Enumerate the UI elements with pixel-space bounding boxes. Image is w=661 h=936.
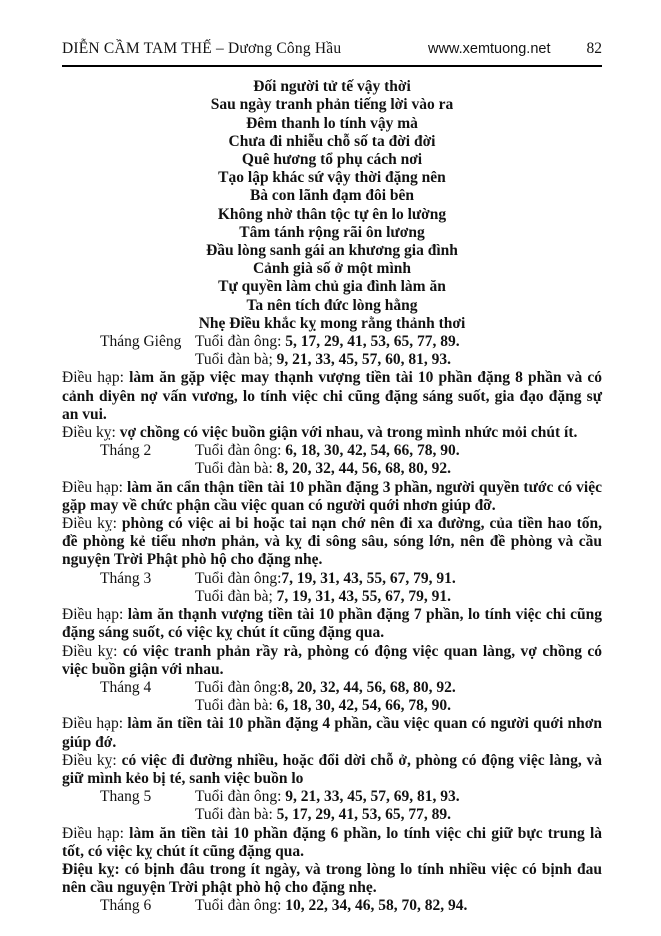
hap-text: làm ăn cẩn thận tiền tài 10 phần đặng 3 phần, người quyền tước có việc gặp may về chức phận cầu việc quan có người quới nhơn giúp đỡ. <box>62 478 602 514</box>
month-name: Tháng 3 <box>100 569 152 587</box>
months <box>62 333 602 916</box>
men-ages-label: Tuổi đàn ông: <box>195 788 282 806</box>
ky-paragraph <box>62 643 602 679</box>
hap-paragraph <box>62 606 602 642</box>
men-ages: 8, 20, 32, 44, 56, 68, 80, 92. <box>281 678 456 696</box>
poem-line: Bà con lãnh đạm đôi bên <box>249 187 415 205</box>
ky-label: Điều kỵ: <box>62 424 116 442</box>
women-ages-line <box>62 351 602 369</box>
month-header-line <box>62 788 602 806</box>
men-ages: 7, 19, 31, 43, 55, 67, 79, 91. <box>281 569 456 587</box>
month-header-line <box>62 897 602 915</box>
ky-text: có việc đi đường nhiều, hoặc đổi dời chỗ ở, phòng có động việc làng, và giữ mình kẻo bị té, sanh việc buồn lo <box>62 751 603 787</box>
poem-line: Sau ngày tranh phản tiếng lời vào ra <box>210 96 454 114</box>
men-ages: 5, 17, 29, 41, 53, 65, 77, 89. <box>281 333 460 351</box>
women-ages: 8, 20, 32, 44, 56, 68, 80, 92. <box>272 460 452 478</box>
ky-paragraph <box>62 424 602 442</box>
poem <box>62 78 602 333</box>
poem-line: Cảnh già số ở một mình <box>252 260 411 278</box>
header-rule <box>62 65 602 67</box>
hap-label: Điều hạp: <box>62 369 124 387</box>
ky-text: vợ chồng có việc buồn giận với nhau, và trong mình nhức mỏi chút ít. <box>119 424 578 442</box>
men-ages-label: Tuổi đàn ông: <box>195 678 282 696</box>
women-ages: 9, 21, 33, 45, 57, 60, 81, 93. <box>272 351 452 369</box>
poem-line: Tự quyền làm chủ gia đình làm ăn <box>218 278 446 296</box>
poem-line: Quê hương tổ phụ cách nơi <box>241 151 423 169</box>
month-block <box>62 679 602 788</box>
month-name: Tháng Giêng <box>100 333 182 351</box>
hap-paragraph <box>62 369 602 424</box>
ky-text: có việc tranh phản rầy rà, phòng có động việc quan làng, vợ chồng có việc buồn giận với nhau. <box>62 642 603 678</box>
hap-paragraph <box>62 479 602 515</box>
men-ages: 10, 22, 34, 46, 58, 70, 82, 94. <box>281 897 468 915</box>
women-ages: 7, 19, 31, 43, 55, 67, 79, 91. <box>272 587 452 605</box>
book-title: DIỄN CẦM TAM THẾ – Dương Công Hầu <box>62 40 342 57</box>
ky-text: phòng có việc ai bi hoặc tai nạn chớ nên đi xa đường, của tiền hao tốn, đề phòng kẻ tiểu nhơn phản, và kỵ đi sông sâu, sóng lớn, nên đề phòng và cầu nguyện Trời Phật phò hộ cho đặng nhẹ. <box>62 515 603 569</box>
women-ages: 6, 18, 30, 42, 54, 66, 78, 90. <box>272 697 452 715</box>
ky-paragraph <box>62 515 602 570</box>
month-name: Thang 5 <box>100 788 152 806</box>
poem-line: Đêm thanh lo tính vậy mà <box>246 114 418 132</box>
hap-label: Điều hạp: <box>62 824 124 842</box>
page-number: 82 <box>586 40 602 57</box>
women-ages-label: Tuổi đàn bà: <box>195 806 273 824</box>
ky-label: Điều kỵ: <box>62 751 117 769</box>
month-header-line <box>62 570 602 588</box>
women-ages-line <box>62 806 602 824</box>
hap-paragraph <box>62 715 602 751</box>
hap-label: Điều hạp: <box>62 478 123 496</box>
month-header-line <box>62 333 602 351</box>
page-header <box>62 40 602 58</box>
men-ages: 9, 21, 33, 45, 57, 69, 81, 93. <box>281 788 460 806</box>
poem-line: Tâm tánh rộng rãi ôn lương <box>239 223 425 241</box>
month-block <box>62 570 602 679</box>
poem-line: Đầu lòng sanh gái an khương gia đình <box>206 242 458 260</box>
hap-label: Điều hạp: <box>62 606 124 624</box>
ky-label: Điều kỵ: <box>62 515 117 533</box>
women-ages-line <box>62 697 602 715</box>
ky-label: Điệu kỵ: <box>62 860 120 878</box>
poem-line: Không nhờ thân tộc tự ên lo lường <box>217 205 447 223</box>
ky-text: có bịnh đâu trong ít ngày, và trong lòng lo tính nhiều việc có bịnh đau nên cầu nguyện Trời phật phò hộ cho đặng nhẹ. <box>62 860 602 897</box>
month-name: Tháng 4 <box>100 678 152 696</box>
month-header-line <box>62 442 602 460</box>
hap-text: làm ăn tiền tài 10 phần đặng 6 phần, lo tính việc chi giữ bực trung là tốt, có việc kỵ chút ít cũng đặng qua. <box>62 824 603 860</box>
poem-line: Chưa đi nhiễu chỗ số ta đời đời <box>228 132 436 150</box>
month-name: Tháng 6 <box>100 897 152 915</box>
men-ages-label: Tuổi đàn ông: <box>195 569 282 587</box>
month-block <box>62 897 602 915</box>
hap-text: làm ăn gặp việc may thạnh vượng tiền tài 10 phần đặng 8 phần và có cảnh diyên nợ vấn vương, lo tính việc chi cũng đặng sáng suốt, gia đạo đặng sự an vui. <box>62 369 603 423</box>
hap-text: làm ăn tiền tài 10 phần đặng 4 phần, cầu việc quan có người quới nhơn giúp đớ. <box>62 715 602 751</box>
women-ages: 5, 17, 29, 41, 53, 65, 77, 89. <box>272 806 452 824</box>
ky-paragraph <box>62 752 602 788</box>
month-header-line <box>62 679 602 697</box>
hap-paragraph <box>62 825 602 861</box>
poem-line: Đối người tử tế vậy thời <box>253 78 411 96</box>
poem-line: Ta nên tích đức lòng hằng <box>246 296 418 314</box>
month-name: Tháng 2 <box>100 442 152 460</box>
women-ages-label: Tuổi đàn bà: <box>195 697 273 715</box>
hap-text: làm ăn thạnh vượng tiền tài 10 phần đặng 7 phần, lo tính việc chi cũng đặng sáng suốt, có việc kỵ chút ít cũng đặng qua. <box>62 606 602 642</box>
month-block <box>62 333 602 442</box>
site-url: www.xemtuong.net <box>427 41 551 57</box>
men-ages: 6, 18, 30, 42, 54, 66, 78, 90. <box>281 442 460 460</box>
header-right <box>428 40 602 58</box>
hap-label: Điều hạp: <box>62 715 124 733</box>
month-block <box>62 442 602 569</box>
women-ages-line <box>62 588 602 606</box>
month-block <box>62 788 602 897</box>
poem-line: Tạo lập khác sứ vậy thời đặng nên <box>218 169 446 187</box>
women-ages-label: Tuổi đàn bà: <box>195 460 273 478</box>
poem-line: Nhẹ Điều khắc kỵ mong rằng thảnh thơi <box>198 314 466 332</box>
women-ages-label: Tuổi đàn bà; <box>195 351 273 369</box>
women-ages-label: Tuổi đàn bà; <box>195 587 273 605</box>
women-ages-line <box>62 460 602 478</box>
men-ages-label: Tuổi đàn ông: <box>195 442 282 460</box>
men-ages-label: Tuổi đàn ông: <box>195 333 282 351</box>
ky-label: Điều kỵ: <box>62 642 118 660</box>
men-ages-label: Tuổi đàn ông: <box>195 897 282 915</box>
ky-paragraph <box>62 861 602 897</box>
